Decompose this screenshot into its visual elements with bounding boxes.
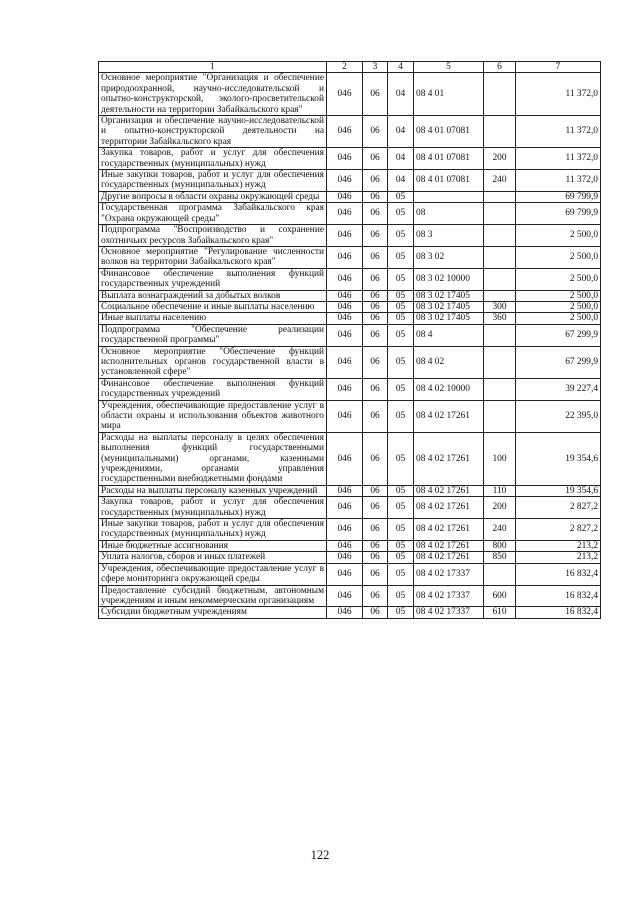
row-code: 046 — [327, 519, 363, 541]
row-expense-type — [484, 73, 516, 116]
row-amount: 19 354,6 — [516, 432, 601, 485]
row-subsection: 05 — [388, 432, 414, 485]
row-target-article: 08 4 02 17261 — [414, 552, 484, 563]
row-expense-type — [484, 246, 516, 268]
row-target-article: 08 4 — [414, 324, 484, 346]
row-target-article: 08 3 02 17405 — [414, 301, 484, 312]
row-name: Выплата вознаграждений за добытых волков — [99, 290, 327, 301]
row-amount: 69 799,9 — [516, 203, 601, 225]
row-name: Учреждения, обеспечивающие предоставление услуг в области охраны и использования объектов животного мира — [99, 400, 327, 432]
row-section: 06 — [363, 607, 388, 618]
row-name: Закупка товаров, работ и услуг для обеспечения государственных (муниципальных) нужд — [99, 497, 327, 519]
row-subsection: 04 — [388, 73, 414, 116]
row-name: Расходы на выплаты персоналу в целях обеспечения выполнения функций государственными (муниципальными) органами, казенными учреждениями, органами управления государственными внебюджетными фондами — [99, 432, 327, 485]
row-expense-type: 610 — [484, 607, 516, 618]
row-amount: 2 500,0 — [516, 246, 601, 268]
row-amount: 213,2 — [516, 552, 601, 563]
row-target-article: 08 4 02 17337 — [414, 607, 484, 618]
row-section: 06 — [363, 519, 388, 541]
table-row — [99, 73, 601, 116]
table-row — [99, 170, 601, 192]
row-code: 046 — [327, 378, 363, 400]
row-name: Государственная программа Забайкальского края "Охрана окружающей среды" — [99, 203, 327, 225]
row-amount: 39 227,4 — [516, 378, 601, 400]
row-code: 046 — [327, 116, 363, 148]
table-row — [99, 246, 601, 268]
table-row — [99, 519, 601, 541]
row-code: 046 — [327, 585, 363, 607]
row-expense-type — [484, 563, 516, 585]
row-name: Социальное обеспечение и иные выплаты населению — [99, 301, 327, 312]
row-expense-type — [484, 290, 516, 301]
table-row — [99, 225, 601, 247]
row-expense-type — [484, 378, 516, 400]
row-subsection: 05 — [388, 313, 414, 324]
row-code: 046 — [327, 563, 363, 585]
table-row — [99, 585, 601, 607]
table-row — [99, 378, 601, 400]
row-amount: 69 799,9 — [516, 191, 601, 202]
row-target-article: 08 4 01 07081 — [414, 148, 484, 170]
row-expense-type — [484, 116, 516, 148]
row-code: 046 — [327, 346, 363, 378]
row-subsection: 05 — [388, 497, 414, 519]
table-row — [99, 400, 601, 432]
row-section: 06 — [363, 148, 388, 170]
table-row — [99, 148, 601, 170]
row-name: Субсидии бюджетным учреждениям — [99, 607, 327, 618]
row-target-article: 08 4 02 17261 — [414, 497, 484, 519]
row-subsection: 05 — [388, 485, 414, 496]
row-amount: 67 299,9 — [516, 346, 601, 378]
row-section: 06 — [363, 290, 388, 301]
column-header: 6 — [484, 62, 516, 73]
row-name: Финансовое обеспечение выполнения функций государственных учреждений — [99, 268, 327, 290]
row-amount: 19 354,6 — [516, 485, 601, 496]
row-name: Уплата налогов, сборов и иных платежей — [99, 552, 327, 563]
row-target-article: 08 4 02 — [414, 346, 484, 378]
table-row — [99, 268, 601, 290]
row-expense-type: 110 — [484, 485, 516, 496]
row-expense-type: 600 — [484, 585, 516, 607]
page-number: 122 — [310, 848, 330, 862]
row-target-article: 08 3 02 — [414, 246, 484, 268]
table-row — [99, 191, 601, 202]
row-section: 06 — [363, 246, 388, 268]
row-section: 06 — [363, 585, 388, 607]
row-code: 046 — [327, 268, 363, 290]
column-header: 7 — [516, 62, 601, 73]
row-subsection: 05 — [388, 290, 414, 301]
table-row — [99, 497, 601, 519]
row-section: 06 — [363, 400, 388, 432]
row-code: 046 — [327, 290, 363, 301]
row-code: 046 — [327, 607, 363, 618]
row-subsection: 05 — [388, 268, 414, 290]
row-expense-type: 850 — [484, 552, 516, 563]
row-name: Подпрограмма "Обеспечение реализации государственной программы" — [99, 324, 327, 346]
row-section: 06 — [363, 170, 388, 192]
column-header: 1 — [99, 62, 327, 73]
row-amount: 2 500,0 — [516, 268, 601, 290]
row-expense-type — [484, 191, 516, 202]
row-code: 046 — [327, 540, 363, 551]
row-target-article: 08 3 02 10000 — [414, 268, 484, 290]
table-row — [99, 432, 601, 485]
row-subsection: 05 — [388, 324, 414, 346]
row-expense-type: 240 — [484, 170, 516, 192]
row-section: 06 — [363, 313, 388, 324]
row-name: Основное мероприятие "Организация и обеспечение природоохранной, научно-исследовательской и опытно-конструкторской, эколого-просветительской деятельности на территории Забайкальского края" — [99, 73, 327, 116]
row-target-article: 08 4 02 17337 — [414, 585, 484, 607]
row-name: Основное мероприятие "Регулирование численности волков на территории Забайкальского края" — [99, 246, 327, 268]
row-expense-type — [484, 225, 516, 247]
row-target-article: 08 — [414, 203, 484, 225]
row-amount: 16 832,4 — [516, 563, 601, 585]
row-section: 06 — [363, 563, 388, 585]
row-amount: 2 827,2 — [516, 497, 601, 519]
row-amount: 2 500,0 — [516, 301, 601, 312]
row-expense-type: 100 — [484, 432, 516, 485]
row-name: Другие вопросы в области охраны окружающей среды — [99, 191, 327, 202]
row-name: Закупка товаров, работ и услуг для обеспечения государственных (муниципальных) нужд — [99, 148, 327, 170]
row-name: Финансовое обеспечение выполнения функций государственных учреждений — [99, 378, 327, 400]
row-code: 046 — [327, 432, 363, 485]
row-code: 046 — [327, 73, 363, 116]
row-section: 06 — [363, 116, 388, 148]
row-subsection: 05 — [388, 552, 414, 563]
row-subsection: 05 — [388, 540, 414, 551]
row-target-article: 08 3 — [414, 225, 484, 247]
row-subsection: 05 — [388, 400, 414, 432]
row-expense-type: 200 — [484, 148, 516, 170]
row-subsection: 05 — [388, 191, 414, 202]
row-subsection: 05 — [388, 301, 414, 312]
row-code: 046 — [327, 301, 363, 312]
row-code: 046 — [327, 225, 363, 247]
row-amount: 213,2 — [516, 540, 601, 551]
table-row — [99, 301, 601, 312]
row-amount: 11 372,0 — [516, 170, 601, 192]
row-amount: 67 299,9 — [516, 324, 601, 346]
row-name: Иные выплаты населению — [99, 313, 327, 324]
row-target-article: 08 4 02 17261 — [414, 485, 484, 496]
row-expense-type — [484, 346, 516, 378]
row-amount: 2 500,0 — [516, 290, 601, 301]
row-code: 046 — [327, 148, 363, 170]
row-name: Иные закупки товаров, работ и услуг для обеспечения государственных (муниципальных) нужд — [99, 519, 327, 541]
row-code: 046 — [327, 552, 363, 563]
table-row — [99, 313, 601, 324]
row-amount: 11 372,0 — [516, 73, 601, 116]
row-code: 046 — [327, 313, 363, 324]
row-expense-type — [484, 268, 516, 290]
column-header: 2 — [327, 62, 363, 73]
row-section: 06 — [363, 73, 388, 116]
header-row — [99, 62, 601, 73]
table-body — [99, 73, 601, 618]
row-amount: 2 500,0 — [516, 225, 601, 247]
row-expense-type: 300 — [484, 301, 516, 312]
table-row — [99, 607, 601, 618]
row-target-article: 08 4 02 17261 — [414, 519, 484, 541]
row-target-article: 08 4 02 17261 — [414, 432, 484, 485]
row-target-article: 08 4 02 17261 — [414, 400, 484, 432]
row-expense-type: 800 — [484, 540, 516, 551]
row-subsection: 05 — [388, 378, 414, 400]
row-name: Расходы на выплаты персоналу казенных учреждений — [99, 485, 327, 496]
row-subsection: 04 — [388, 116, 414, 148]
row-code: 046 — [327, 203, 363, 225]
row-expense-type: 360 — [484, 313, 516, 324]
row-target-article: 08 3 02 17405 — [414, 313, 484, 324]
table-row — [99, 203, 601, 225]
row-target-article: 08 4 02 17337 — [414, 563, 484, 585]
row-code: 046 — [327, 170, 363, 192]
row-target-article — [414, 191, 484, 202]
row-subsection: 05 — [388, 519, 414, 541]
table-row — [99, 563, 601, 585]
row-section: 06 — [363, 485, 388, 496]
row-subsection: 05 — [388, 203, 414, 225]
row-subsection: 05 — [388, 346, 414, 378]
column-header: 4 — [388, 62, 414, 73]
row-subsection: 04 — [388, 148, 414, 170]
row-subsection: 04 — [388, 170, 414, 192]
row-expense-type — [484, 324, 516, 346]
row-section: 06 — [363, 225, 388, 247]
row-subsection: 05 — [388, 563, 414, 585]
row-section: 06 — [363, 540, 388, 551]
row-name: Иные бюджетные ассигнования — [99, 540, 327, 551]
table-row — [99, 346, 601, 378]
row-code: 046 — [327, 485, 363, 496]
row-section: 06 — [363, 324, 388, 346]
row-subsection: 05 — [388, 246, 414, 268]
row-section: 06 — [363, 497, 388, 519]
row-target-article: 08 4 01 07081 — [414, 116, 484, 148]
row-section: 06 — [363, 552, 388, 563]
row-name: Подпрограмма "Воспроизводство и сохранение охотничьих ресурсов Забайкальского края" — [99, 225, 327, 247]
row-expense-type: 240 — [484, 519, 516, 541]
row-target-article: 08 4 02 10000 — [414, 378, 484, 400]
row-section: 06 — [363, 346, 388, 378]
row-code: 046 — [327, 191, 363, 202]
row-section: 06 — [363, 191, 388, 202]
row-section: 06 — [363, 268, 388, 290]
row-subsection: 05 — [388, 225, 414, 247]
row-code: 046 — [327, 246, 363, 268]
row-code: 046 — [327, 324, 363, 346]
table-row — [99, 552, 601, 563]
table-row — [99, 290, 601, 301]
table-row — [99, 540, 601, 551]
row-amount: 16 832,4 — [516, 585, 601, 607]
row-subsection: 05 — [388, 607, 414, 618]
row-amount: 16 832,4 — [516, 607, 601, 618]
row-subsection: 05 — [388, 585, 414, 607]
row-section: 06 — [363, 432, 388, 485]
row-expense-type: 200 — [484, 497, 516, 519]
row-expense-type — [484, 400, 516, 432]
row-expense-type — [484, 203, 516, 225]
column-header: 5 — [414, 62, 484, 73]
column-header: 3 — [363, 62, 388, 73]
row-amount: 22 395,0 — [516, 400, 601, 432]
table-row — [99, 485, 601, 496]
row-name: Предоставление субсидий бюджетным, автономным учреждениям и иным некоммерческим организациям — [99, 585, 327, 607]
row-amount: 11 372,0 — [516, 116, 601, 148]
budget-table — [98, 61, 601, 619]
row-name: Учреждения, обеспечивающие предоставление услуг в сфере мониторинга окружающей среды — [99, 563, 327, 585]
row-section: 06 — [363, 203, 388, 225]
row-amount: 11 372,0 — [516, 148, 601, 170]
row-section: 06 — [363, 301, 388, 312]
row-name: Основное мероприятие "Обеспечение функций исполнительных органов государственной власти в установленной сфере" — [99, 346, 327, 378]
row-target-article: 08 4 01 — [414, 73, 484, 116]
row-target-article: 08 4 02 17261 — [414, 540, 484, 551]
table-row — [99, 324, 601, 346]
table-row — [99, 116, 601, 148]
row-code: 046 — [327, 400, 363, 432]
row-name: Организация и обеспечение научно-исследовательской и опытно-конструкторской деятельности на территории Забайкальского края — [99, 116, 327, 148]
row-amount: 2 500,0 — [516, 313, 601, 324]
row-name: Иные закупки товаров, работ и услуг для обеспечения государственных (муниципальных) нужд — [99, 170, 327, 192]
row-amount: 2 827,2 — [516, 519, 601, 541]
row-target-article: 08 3 02 17405 — [414, 290, 484, 301]
row-section: 06 — [363, 378, 388, 400]
row-target-article: 08 4 01 07081 — [414, 170, 484, 192]
row-code: 046 — [327, 497, 363, 519]
